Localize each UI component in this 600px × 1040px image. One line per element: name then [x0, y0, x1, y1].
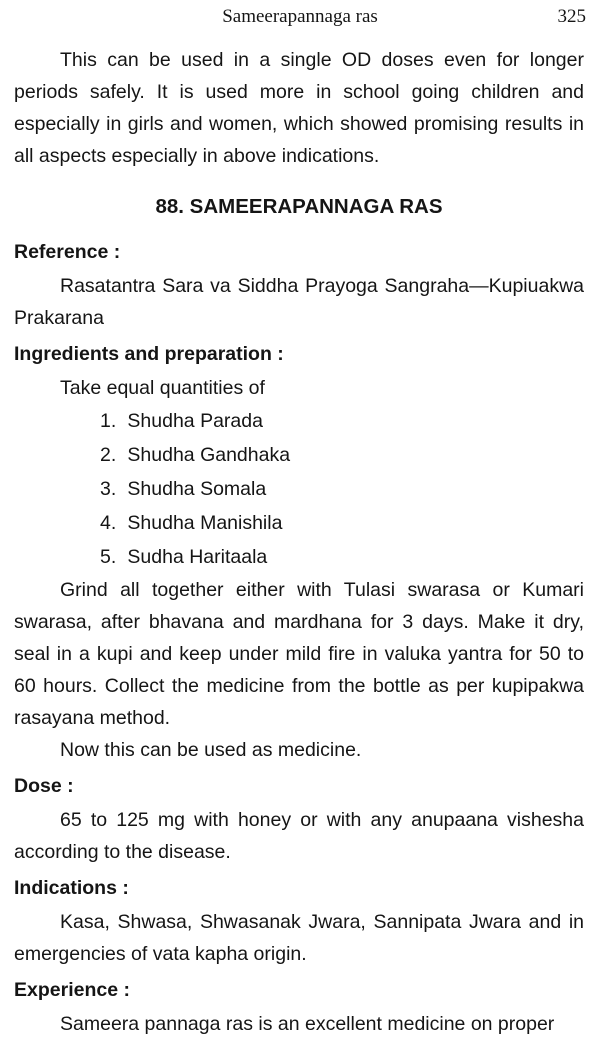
list-number: 3. — [100, 478, 117, 500]
experience-heading: Experience : — [14, 979, 130, 1001]
ingredient-name: Shudha Parada — [127, 410, 263, 432]
intro-paragraph: This can be used in a single OD doses even for longer periods safely. It is used more in school going children and especially in girls and women, which showed promising results in all aspects especially in above indications. — [14, 49, 584, 167]
ingredient-name: Sudha Haritaala — [127, 546, 268, 568]
page-number: 325 — [557, 6, 586, 27]
preparation-method: Grind all together either with Tulasi swarasa or Kumari swarasa, after bhavana and mardhana for 3 days. Make it dry, seal in a kupi and keep under mild fire in valuka yantra for 50 to 60 hours. Collect the medicine from the bottle as per kupipakwa rasayana method. — [14, 579, 584, 729]
ingredient-name: Shudha Gandhaka — [127, 444, 291, 466]
page-body — [14, 44, 584, 1040]
list-number: 1. — [100, 410, 117, 432]
running-header — [0, 6, 600, 32]
usage-note: Now this can be used as medicine. — [60, 739, 362, 761]
dose-text: 65 to 125 mg with honey or with any anupaana vishesha according to the disease. — [14, 809, 584, 863]
list-item — [100, 506, 584, 540]
experience-text: Sameera pannaga ras is an excellent medicine on proper — [60, 1013, 555, 1035]
indications-heading: Indications : — [14, 877, 129, 899]
ingredient-name: Shudha Manishila — [127, 512, 283, 534]
reference-heading: Reference : — [14, 241, 121, 263]
ingredients-heading: Ingredients and preparation : — [14, 343, 284, 365]
running-title: Sameerapannaga ras — [222, 6, 378, 27]
ingredients-intro: Take equal quantities of — [60, 377, 265, 399]
ingredient-name: Shudha Somala — [127, 478, 267, 500]
section-title: 88. SAMEERAPANNAGA RAS — [155, 195, 443, 218]
list-item — [100, 472, 584, 506]
list-number: 4. — [100, 512, 117, 534]
ingredients-list — [14, 404, 584, 574]
dose-heading: Dose : — [14, 775, 74, 797]
list-number: 5. — [100, 546, 117, 568]
list-item — [100, 404, 584, 438]
list-number: 2. — [100, 444, 117, 466]
reference-text: Rasatantra Sara va Siddha Prayoga Sangraha—Kupiuakwa Prakarana — [14, 275, 584, 329]
indications-text: Kasa, Shwasa, Shwasanak Jwara, Sannipata Jwara and in emergencies of vata kapha origin. — [14, 911, 584, 965]
list-item — [100, 540, 584, 574]
list-item — [100, 438, 584, 472]
